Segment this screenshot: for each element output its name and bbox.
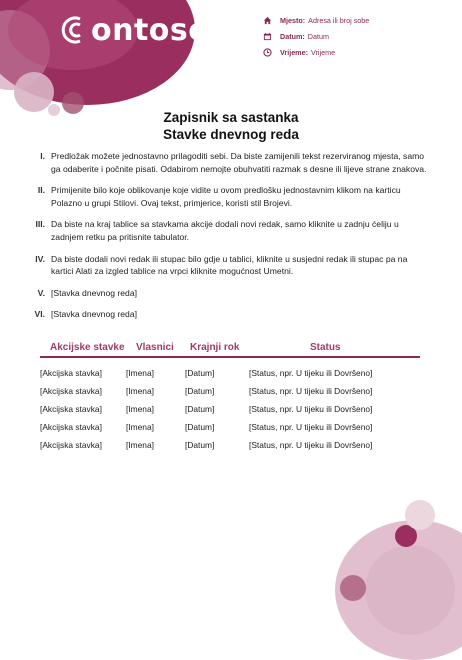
agenda-item-number: VI. bbox=[34, 309, 45, 320]
cell-action-item[interactable]: [Akcijska stavka] bbox=[40, 368, 102, 378]
agenda-item-number: III. bbox=[35, 219, 45, 230]
agenda-item-text[interactable]: [Stavka dnevnog reda] bbox=[51, 287, 137, 298]
header-status: Status bbox=[310, 342, 341, 353]
cell-status[interactable]: [Status, npr. U tijeku ili Dovršeno] bbox=[249, 440, 373, 450]
meta-location bbox=[262, 12, 369, 28]
page-subtitle: Stavke dnevnog reda bbox=[163, 127, 299, 142]
cell-deadline[interactable]: [Datum] bbox=[185, 404, 215, 414]
agenda-item-text[interactable]: Da biste dodali novi redak ili stupac bilo gdje u tablici, kliknite u susjedni redak ili stupac pa na kartici Alati za izgled tablice na vrpci kliknite mogućnost Umetni. bbox=[51, 253, 408, 277]
cell-deadline[interactable]: [Datum] bbox=[185, 386, 215, 396]
meeting-meta bbox=[262, 12, 369, 60]
cell-deadline[interactable]: [Datum] bbox=[185, 440, 215, 450]
cell-owner[interactable]: [Imena] bbox=[126, 404, 154, 414]
table-row bbox=[40, 364, 420, 382]
meta-location-value[interactable]: Adresa ili broj sobe bbox=[308, 15, 370, 25]
agenda-item-text[interactable]: [Stavka dnevnog reda] bbox=[51, 309, 137, 320]
header-deadline: Krajnji rok bbox=[190, 342, 240, 353]
cell-status[interactable]: [Status, npr. U tijeku ili Dovršeno] bbox=[249, 368, 373, 378]
header-action-items: Akcijske stavke bbox=[50, 342, 125, 353]
table-row bbox=[40, 418, 420, 436]
meta-time bbox=[262, 44, 369, 60]
agenda-item[interactable] bbox=[20, 184, 430, 209]
agenda-item-number: I. bbox=[40, 151, 45, 161]
action-items-table bbox=[40, 342, 420, 454]
cell-owner[interactable]: [Imena] bbox=[126, 440, 154, 450]
meta-date-label: Datum: bbox=[280, 31, 305, 41]
agenda-item[interactable] bbox=[20, 253, 430, 278]
agenda-item-number: IV. bbox=[35, 253, 45, 264]
logo-text: ontoso bbox=[91, 12, 210, 48]
cell-owner[interactable]: [Imena] bbox=[126, 422, 154, 432]
table-row bbox=[40, 382, 420, 400]
table-row bbox=[40, 436, 420, 454]
meta-location-label: Mjesto: bbox=[280, 15, 306, 25]
decor-circle-bottom-ring bbox=[405, 500, 435, 530]
clock-icon bbox=[262, 47, 273, 58]
cell-action-item[interactable]: [Akcijska stavka] bbox=[40, 404, 102, 414]
cell-deadline[interactable]: [Datum] bbox=[185, 368, 215, 378]
decor-circle-bottom-dot bbox=[340, 575, 366, 601]
cell-status[interactable]: [Status, npr. U tijeku ili Dovršeno] bbox=[249, 404, 373, 414]
cell-status[interactable]: [Status, npr. U tijeku ili Dovršeno] bbox=[249, 422, 373, 432]
agenda-item-text[interactable]: Primijenite bilo koje oblikovanje koje vidite u ovom predlošku jednostavnim klikom na karticu Polazno u grupi Stilovi. Ovaj tekst, primjerice, koristi stil Brojevi. bbox=[51, 185, 401, 208]
decor-circle-bottom-mid bbox=[365, 545, 455, 635]
meta-date bbox=[262, 28, 369, 44]
meta-time-label: Vrijeme: bbox=[280, 47, 308, 57]
agenda-item[interactable] bbox=[20, 287, 430, 300]
agenda-item-number: V. bbox=[37, 287, 45, 298]
cell-deadline[interactable]: [Datum] bbox=[185, 422, 215, 432]
agenda-item-text[interactable]: Predložak možete jednostavno prilagoditi sebi. Da biste zamijenili tekst rezerviranog mjesta, samo ga odaberite i počnite pisati. Odabirom nemojte obuhvatiti razmak s desne ili lijeve strane znakova. bbox=[51, 151, 427, 174]
cell-action-item[interactable]: [Akcijska stavka] bbox=[40, 386, 102, 396]
agenda-item[interactable] bbox=[20, 150, 430, 175]
cell-status[interactable]: [Status, npr. U tijeku ili Dovršeno] bbox=[249, 386, 373, 396]
meta-date-value[interactable]: Datum bbox=[307, 31, 329, 41]
home-icon bbox=[262, 15, 273, 26]
company-logo bbox=[58, 10, 209, 50]
agenda-item-number: II. bbox=[37, 185, 45, 196]
page-title: Zapisnik sa sastanka bbox=[163, 110, 299, 125]
header-owners: Vlasnici bbox=[136, 342, 174, 353]
agenda-item[interactable] bbox=[20, 308, 430, 321]
agenda-item-text[interactable]: Da biste na kraj tablice sa stavkama akcije dodali novi redak, samo kliknite u zadnju ćeliju u zadnjem retku pa pritisnite tabulator. bbox=[51, 219, 399, 242]
cell-owner[interactable]: [Imena] bbox=[126, 368, 154, 378]
calendar-icon bbox=[262, 31, 273, 42]
meta-time-value[interactable]: Vrijeme bbox=[310, 47, 336, 57]
agenda-list bbox=[20, 150, 430, 330]
cell-owner[interactable]: [Imena] bbox=[126, 386, 154, 396]
table-row bbox=[40, 400, 420, 418]
logo-mark-icon bbox=[58, 10, 90, 50]
cell-action-item[interactable]: [Akcijska stavka] bbox=[40, 440, 102, 450]
agenda-item[interactable] bbox=[20, 218, 430, 243]
cell-action-item[interactable]: [Akcijska stavka] bbox=[40, 422, 102, 432]
table-header bbox=[40, 342, 420, 358]
